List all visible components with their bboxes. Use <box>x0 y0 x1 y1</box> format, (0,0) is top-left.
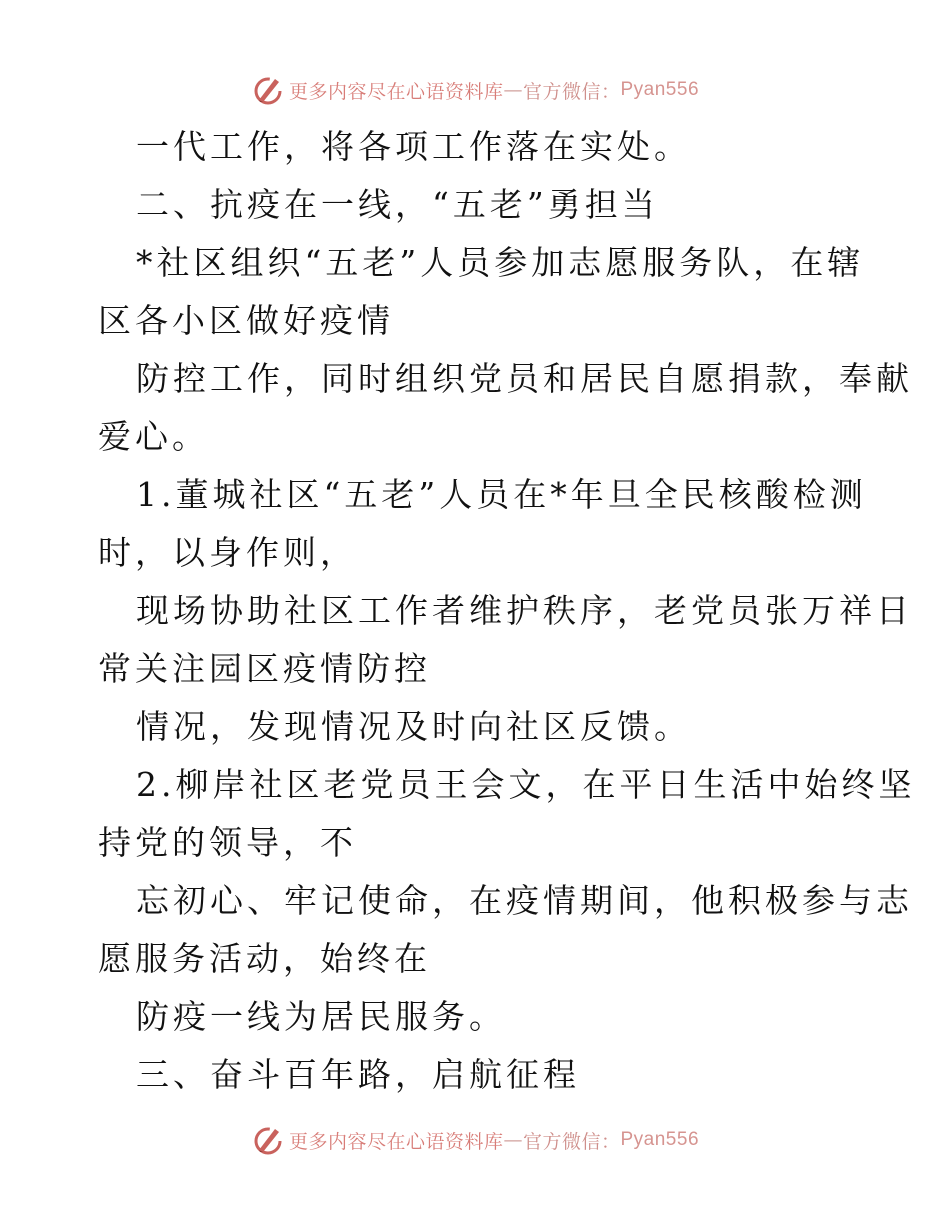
header-watermark-banner <box>0 70 950 110</box>
header-separator: — <box>503 79 523 101</box>
text-line: 1.董城社区“五老”人员在*年旦全民核酸检测 <box>136 475 867 514</box>
footer-separator: — <box>503 1129 523 1151</box>
text-line: 情况，发现情况及时向社区反馈。 <box>136 707 691 746</box>
text-line: 爱心。 <box>98 417 209 456</box>
text-line: 防控工作，同时组织党员和居民自愿捐款，奉献 <box>136 359 913 398</box>
section-heading: 二、抗疫在一线，“五老”勇担当 <box>136 185 659 224</box>
text-line: 愿服务活动，始终在 <box>98 939 431 978</box>
quill-pen-logo-icon <box>251 1123 285 1157</box>
header-brand-text: 更多内容尽在心语资料库 <box>288 80 504 103</box>
text-line: 区各小区做好疫情 <box>98 301 394 340</box>
footer-wechat-id: Pyan556 <box>620 1129 700 1150</box>
text-line: 2.柳岸社区老党员王会文，在平日生活中始终坚 <box>136 765 916 804</box>
text-line: 防疫一线为居民服务。 <box>136 997 506 1036</box>
text-line: *社区组织“五老”人员参加志愿服务队，在辖 <box>136 243 865 282</box>
section-heading: 三、奋斗百年路，启航征程 <box>136 1055 580 1094</box>
text-line: 时，以身作则， <box>98 533 357 572</box>
footer-wechat-label: 官方微信： <box>522 1130 621 1153</box>
text-line: 现场协助社区工作者维护秩序，老党员张万祥日 <box>136 591 913 630</box>
quill-pen-logo-icon <box>251 73 285 107</box>
text-line: 持党的领导，不 <box>98 823 357 862</box>
header-wechat-label: 官方微信： <box>522 80 621 103</box>
text-line: 忘初心、牢记使命，在疫情期间，他积极参与志 <box>136 881 913 920</box>
document-body <box>98 118 916 1104</box>
text-line: 常关注园区疫情防控 <box>98 649 431 688</box>
footer-watermark-banner <box>0 1120 950 1160</box>
text-line: 一代工作，将各项工作落在实处。 <box>136 127 691 166</box>
header-wechat-id: Pyan556 <box>620 79 700 100</box>
footer-brand-text: 更多内容尽在心语资料库 <box>288 1130 504 1153</box>
